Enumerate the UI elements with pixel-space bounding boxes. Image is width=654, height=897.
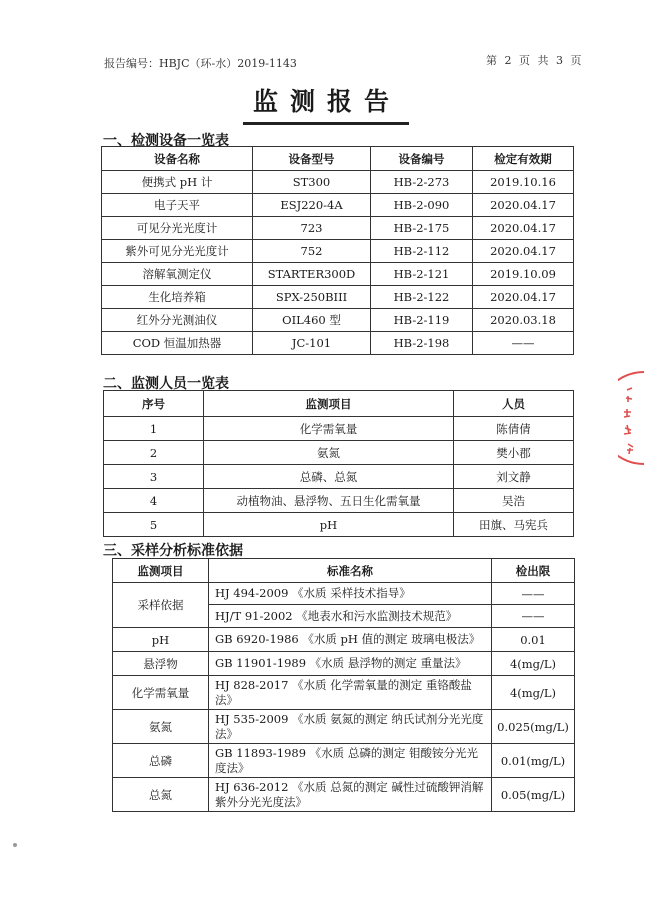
table-row <box>104 513 574 537</box>
cell: SPX-250BIII <box>253 286 371 309</box>
cell-standard: GB 6920-1986 《水质 pH 值的测定 玻璃电极法》 <box>209 628 492 652</box>
cell-item: 总氮 <box>113 778 209 812</box>
cell: 2019.10.09 <box>473 263 574 286</box>
cell-item: 氨氮 <box>113 710 209 744</box>
cell: 5 <box>104 513 204 537</box>
cell: 可见分光光度计 <box>102 217 253 240</box>
cell: JC-101 <box>253 332 371 355</box>
cell-standard: HJ 535-2009 《水质 氨氮的测定 纳氏试剂分光光度法》 <box>209 710 492 744</box>
cell: OIL460 型 <box>253 309 371 332</box>
section1-title: 一、检测设备一览表 <box>103 133 229 149</box>
col-person: 人员 <box>454 391 574 417</box>
cell: 2 <box>104 441 204 465</box>
table-row <box>113 710 575 744</box>
cell: 紫外可见分光光度计 <box>102 240 253 263</box>
cell-standard: HJ 828-2017 《水质 化学需氧量的测定 重铬酸盐法》 <box>209 676 492 710</box>
col-seq: 序号 <box>104 391 204 417</box>
cell-limit: 0.01 <box>492 628 575 652</box>
page-info: 第 2 页 共 3 页 <box>486 54 584 67</box>
cell: COD 恒温加热器 <box>102 332 253 355</box>
cell: 2020.04.17 <box>473 217 574 240</box>
cell: 2020.03.18 <box>473 309 574 332</box>
col-standard-name: 标准名称 <box>209 559 492 583</box>
table-row <box>113 676 575 710</box>
cell: 溶解氧测定仪 <box>102 263 253 286</box>
cell-item: 化学需氧量 <box>113 676 209 710</box>
cell: 吴浩 <box>454 489 574 513</box>
table-row <box>113 652 575 676</box>
cell-standard: HJ/T 91-2002 《地表水和污水监测技术规范》 <box>209 605 492 628</box>
cell: 生化培养箱 <box>102 286 253 309</box>
cell-limit: 4(mg/L) <box>492 652 575 676</box>
cell-limit: 0.01(mg/L) <box>492 744 575 778</box>
cell: 陈倩倩 <box>454 417 574 441</box>
report-title: 监测报告 <box>252 87 401 116</box>
table-row <box>113 628 575 652</box>
cell: 动植物油、悬浮物、五日生化需氧量 <box>204 489 454 513</box>
table-row <box>104 465 574 489</box>
personnel-header-row <box>104 391 574 417</box>
cell-limit: —— <box>492 583 575 605</box>
table-row <box>113 778 575 812</box>
table-row <box>102 263 574 286</box>
cell-standard: GB 11901-1989 《水质 悬浮物的测定 重量法》 <box>209 652 492 676</box>
table-row <box>102 217 574 240</box>
cell: 化学需氧量 <box>204 417 454 441</box>
standards-table <box>112 558 575 812</box>
cell-item: pH <box>113 628 209 652</box>
cell-item: 采样依据 <box>113 583 209 628</box>
cell: HB-2-119 <box>371 309 473 332</box>
cell-standard: HJ 494-2009 《水质 采样技术指导》 <box>209 583 492 605</box>
cell: HB-2-121 <box>371 263 473 286</box>
col-device-no: 设备编号 <box>371 147 473 171</box>
cell: 刘文静 <box>454 465 574 489</box>
cell: 总磷、总氮 <box>204 465 454 489</box>
table-row <box>102 286 574 309</box>
seal-stamp-icon <box>618 368 644 468</box>
cell: 1 <box>104 417 204 441</box>
cell-limit: 0.025(mg/L) <box>492 710 575 744</box>
cell-standard: HJ 636-2012 《水质 总氮的测定 碱性过硫酸钾消解紫外分光光度法》 <box>209 778 492 812</box>
cell: 723 <box>253 217 371 240</box>
section2-title: 二、监测人员一览表 <box>103 376 229 392</box>
cell: 3 <box>104 465 204 489</box>
cell-limit: 0.05(mg/L) <box>492 778 575 812</box>
cell: pH <box>204 513 454 537</box>
cell: HB-2-112 <box>371 240 473 263</box>
personnel-table <box>103 390 574 537</box>
cell: 2020.04.17 <box>473 240 574 263</box>
report-number: 报告编号：HBJC（环-水）2019-1143 <box>104 57 297 70</box>
cell: HB-2-122 <box>371 286 473 309</box>
cell: 便携式 pH 计 <box>102 171 253 194</box>
col-item: 监测项目 <box>113 559 209 583</box>
cell: HB-2-090 <box>371 194 473 217</box>
table-row <box>104 441 574 465</box>
scan-dot <box>13 843 17 847</box>
cell: 氨氮 <box>204 441 454 465</box>
cell: 红外分光测油仪 <box>102 309 253 332</box>
cell: 田旗、马宪兵 <box>454 513 574 537</box>
equipment-table <box>101 146 574 355</box>
cell: 2020.04.17 <box>473 286 574 309</box>
table-row <box>102 171 574 194</box>
section3-title: 三、采样分析标准依据 <box>103 543 243 559</box>
col-device-model: 设备型号 <box>253 147 371 171</box>
cell: ESJ220-4A <box>253 194 371 217</box>
table-row <box>102 309 574 332</box>
cell: HB-2-175 <box>371 217 473 240</box>
col-valid-date: 检定有效期 <box>473 147 574 171</box>
cell: 4 <box>104 489 204 513</box>
table-row <box>104 489 574 513</box>
table-row <box>102 240 574 263</box>
standards-header-row <box>113 559 575 583</box>
cell: 752 <box>253 240 371 263</box>
table-row <box>102 332 574 355</box>
cell: —— <box>473 332 574 355</box>
cell: 2019.10.16 <box>473 171 574 194</box>
table-row <box>113 583 575 605</box>
col-device-name: 设备名称 <box>102 147 253 171</box>
cell-standard: GB 11893-1989 《水质 总磷的测定 钼酸铵分光光度法》 <box>209 744 492 778</box>
cell-limit: 4(mg/L) <box>492 676 575 710</box>
cell: 2020.04.17 <box>473 194 574 217</box>
cell: HB-2-273 <box>371 171 473 194</box>
table-row <box>113 744 575 778</box>
table-row <box>102 194 574 217</box>
cell-limit: —— <box>492 605 575 628</box>
cell: 电子天平 <box>102 194 253 217</box>
cell-item: 悬浮物 <box>113 652 209 676</box>
col-detection-limit: 检出限 <box>492 559 575 583</box>
cell: HB-2-198 <box>371 332 473 355</box>
equipment-header-row <box>102 147 574 171</box>
cell-item: 总磷 <box>113 744 209 778</box>
col-monitor-item: 监测项目 <box>204 391 454 417</box>
table-row <box>104 417 574 441</box>
cell: STARTER300D <box>253 263 371 286</box>
title-underline <box>243 122 409 125</box>
cell: 樊小郡 <box>454 441 574 465</box>
cell: ST300 <box>253 171 371 194</box>
